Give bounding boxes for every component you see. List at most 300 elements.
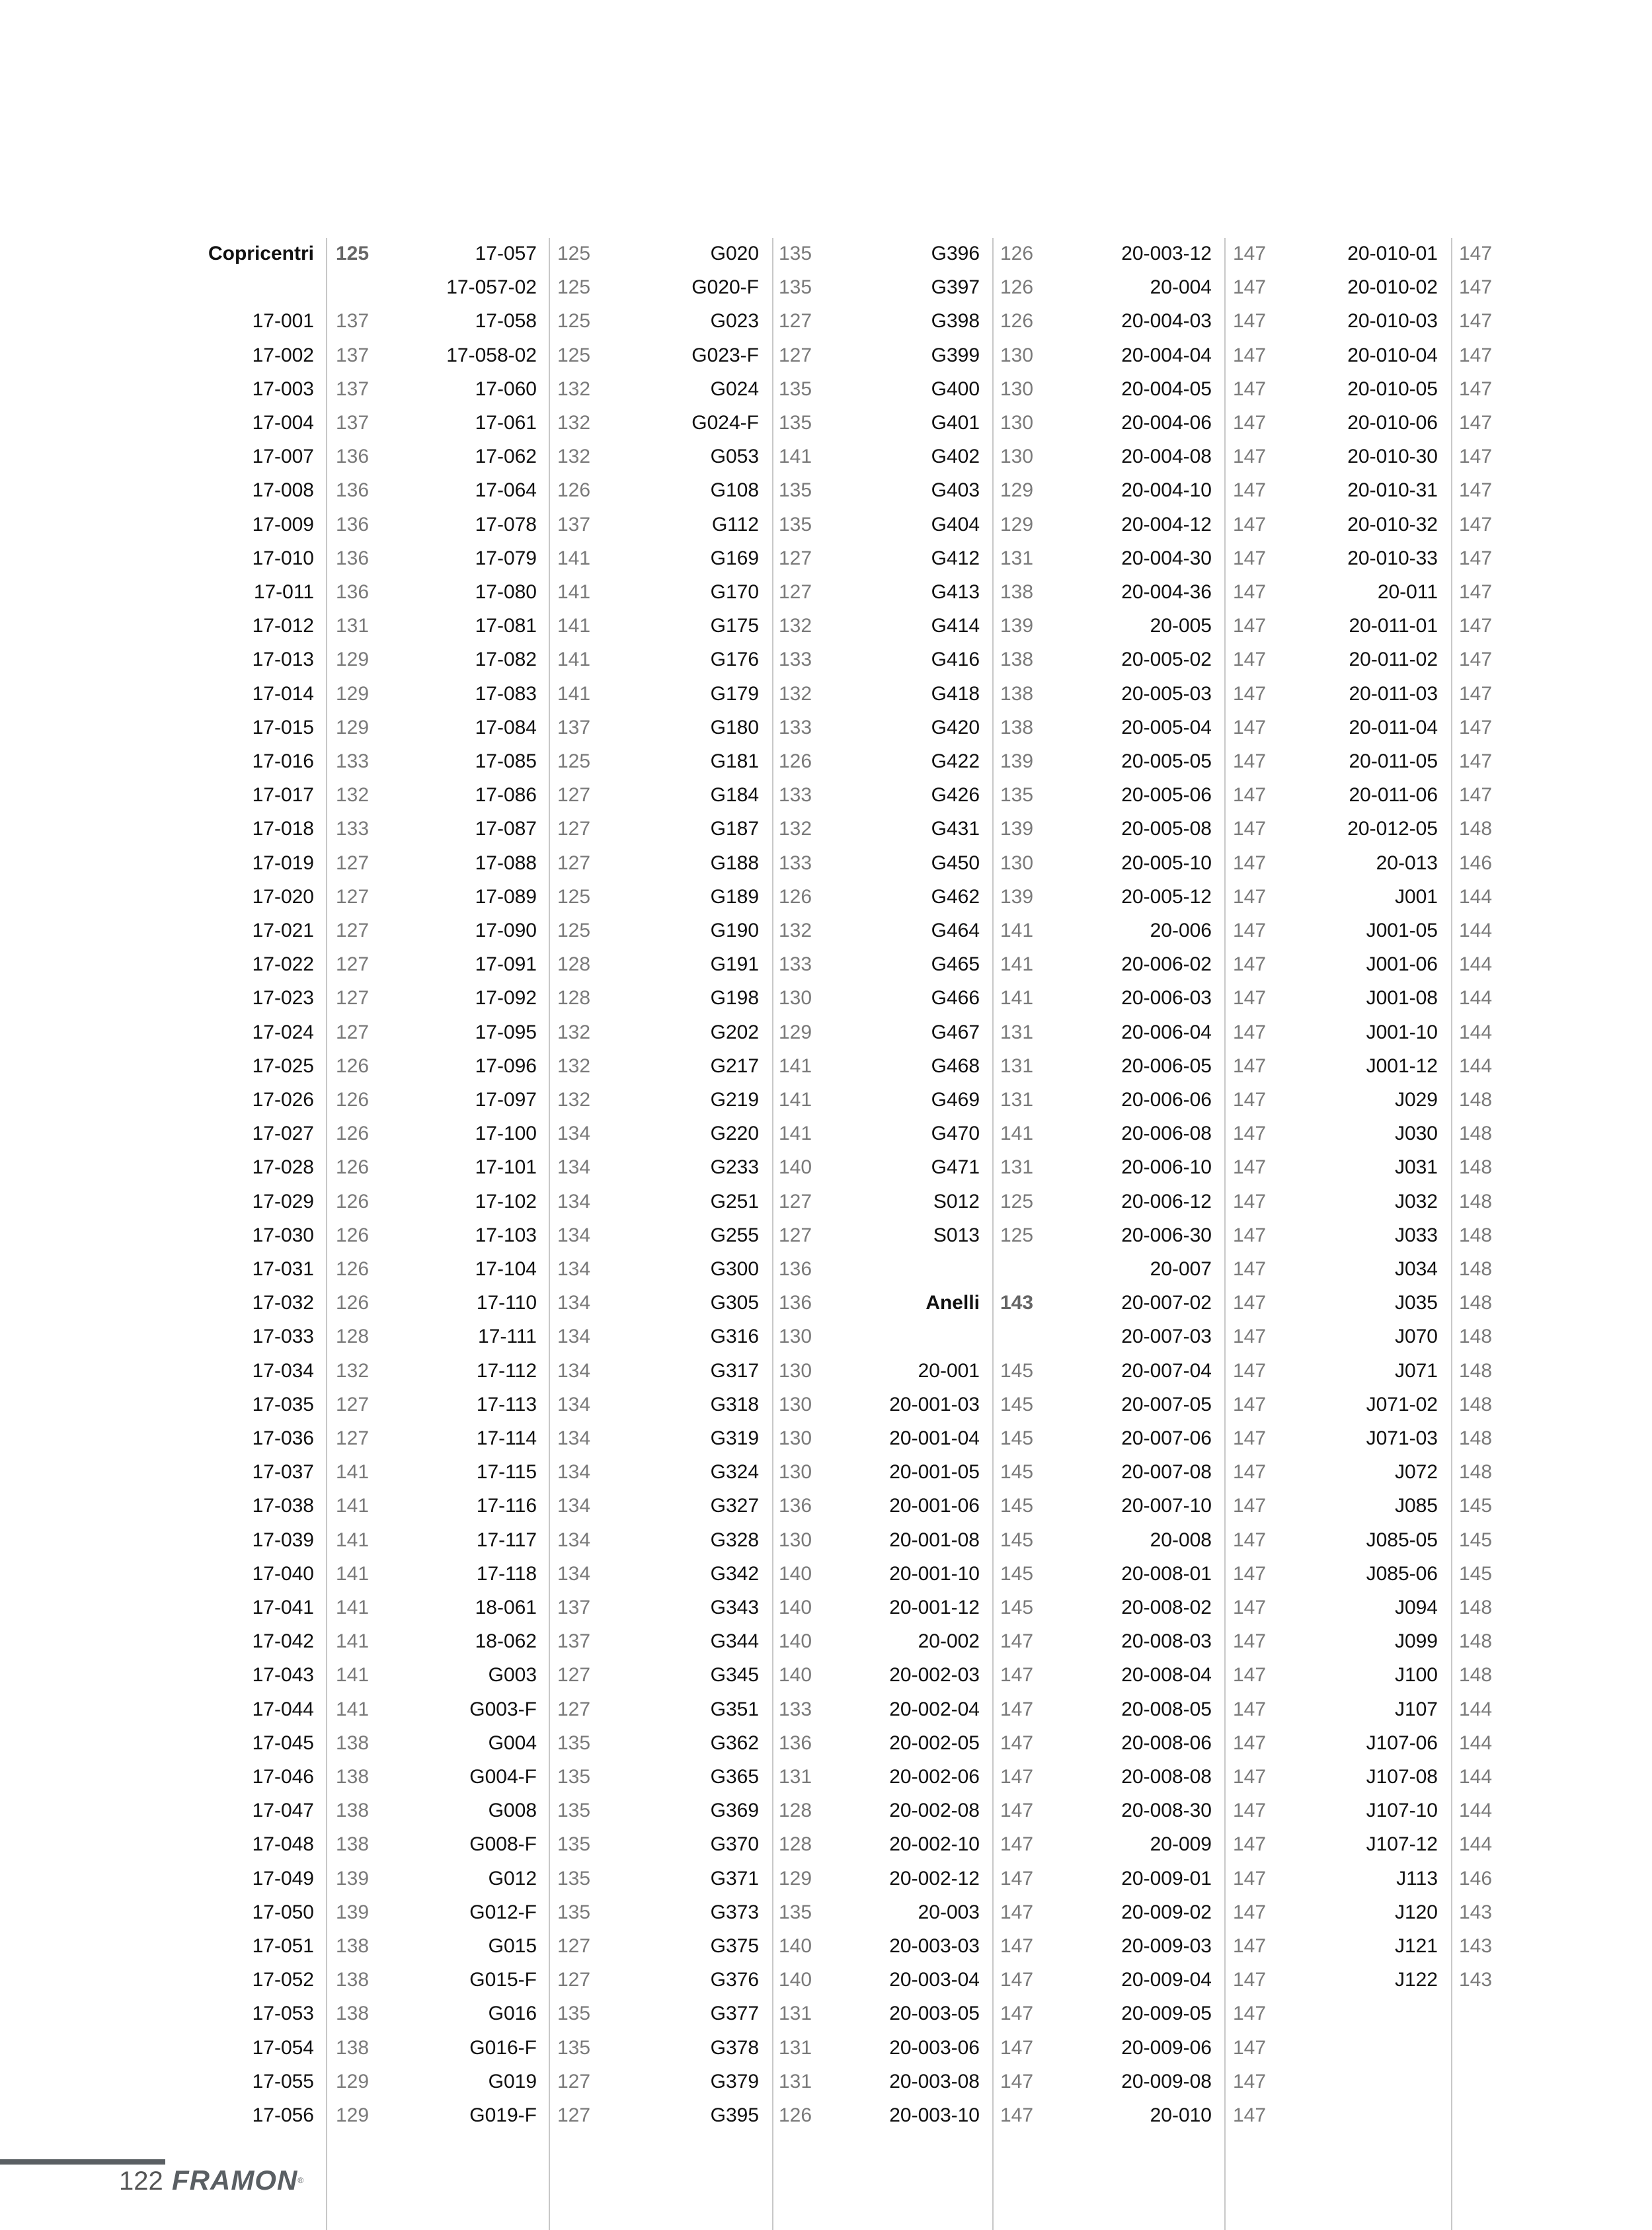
- product-code: 17-078: [475, 513, 537, 536]
- page-reference: 145: [1000, 1529, 1034, 1551]
- page-reference: 147: [1233, 1495, 1267, 1517]
- page-reference: 138: [1000, 682, 1034, 705]
- product-code: G112: [711, 513, 759, 536]
- product-code: 20-007: [1150, 1258, 1212, 1280]
- page-reference: 147: [1233, 784, 1267, 807]
- product-code: 17-020: [252, 885, 314, 908]
- product-code: 17-082: [475, 649, 537, 671]
- page-reference: 147: [1233, 1258, 1267, 1280]
- product-code: G351: [710, 1698, 759, 1720]
- product-code: 20-003-12: [1121, 243, 1212, 264]
- product-code: 20-001-08: [889, 1529, 980, 1551]
- product-code: 17-062: [475, 446, 537, 468]
- product-code: J035: [1394, 1292, 1438, 1314]
- page-reference: 130: [1000, 378, 1034, 400]
- page-reference: 132: [557, 446, 591, 468]
- page-reference: 147: [1233, 1935, 1267, 1957]
- product-code: 20-006-08: [1121, 1123, 1212, 1145]
- product-code: G431: [931, 818, 980, 840]
- page-reference: 127: [557, 852, 591, 874]
- page-reference: 133: [779, 649, 812, 671]
- product-code: G420: [931, 716, 980, 738]
- product-code: G373: [710, 1901, 759, 1923]
- product-code: 20-010-30: [1347, 446, 1438, 468]
- product-code: 20-006: [1150, 920, 1212, 941]
- page-reference: 147: [1459, 513, 1493, 536]
- page-reference: 141: [779, 1055, 812, 1077]
- section-page-number: 143: [1000, 1292, 1034, 1314]
- page-reference: 136: [336, 513, 370, 536]
- page-reference: 130: [779, 1427, 812, 1449]
- product-code: S012: [933, 1190, 980, 1213]
- page-reference: 148: [1459, 1326, 1493, 1348]
- page-reference: 134: [557, 1562, 591, 1585]
- page-reference: 141: [336, 1664, 370, 1687]
- product-code: 17-092: [475, 987, 537, 1010]
- product-code: G012-F: [469, 1901, 537, 1923]
- product-code: 17-009: [252, 513, 314, 536]
- product-code: 17-017: [252, 784, 314, 807]
- page-reference: 127: [557, 818, 591, 840]
- product-code: 20-010-32: [1347, 513, 1438, 536]
- page-reference: 134: [557, 1427, 591, 1449]
- product-code: G012: [488, 1867, 537, 1890]
- page-reference: 129: [1000, 479, 1034, 502]
- page-reference: 126: [779, 750, 812, 772]
- page-reference: 125: [1000, 1224, 1034, 1246]
- page-reference: 147: [1233, 378, 1267, 400]
- product-code: G401: [931, 412, 980, 434]
- page-reference: 144: [1459, 1055, 1493, 1077]
- product-code: G180: [710, 716, 759, 738]
- page-reference: 141: [1000, 987, 1034, 1010]
- page-reference: 127: [336, 1393, 370, 1415]
- product-code: G184: [710, 784, 759, 807]
- page-reference: 133: [779, 1698, 812, 1720]
- page-reference: 148: [1459, 1089, 1493, 1111]
- product-code: J122: [1394, 1969, 1438, 1991]
- product-code: G008: [488, 1800, 537, 1822]
- page-reference: 131: [779, 2003, 812, 2025]
- product-code: 17-089: [475, 885, 537, 908]
- page-reference: 147: [1459, 716, 1493, 738]
- product-code: 20-001-04: [889, 1427, 980, 1449]
- product-code: 17-036: [252, 1427, 314, 1449]
- page-reference: 147: [1233, 1427, 1267, 1449]
- page-reference: 137: [557, 1630, 591, 1653]
- page-reference: 127: [336, 1427, 370, 1449]
- product-code: 20-011-01: [1349, 615, 1438, 637]
- page-reference: 126: [336, 1258, 370, 1280]
- page-reference: 147: [1000, 1935, 1034, 1957]
- product-code: G414: [931, 615, 980, 637]
- page-reference: 126: [557, 479, 591, 502]
- page-reference: 141: [336, 1630, 370, 1653]
- page-reference: 127: [557, 1935, 591, 1957]
- product-code: 20-011-02: [1349, 649, 1438, 671]
- page-reference: 127: [557, 784, 591, 807]
- page-reference: 134: [557, 1529, 591, 1551]
- page-reference: 141: [1000, 920, 1034, 941]
- page-reference: 136: [779, 1292, 812, 1314]
- product-code: 20-010-31: [1347, 479, 1438, 502]
- product-code: G395: [710, 2104, 759, 2126]
- product-code: G020-F: [691, 276, 759, 299]
- product-code: G397: [931, 276, 980, 299]
- page-reference: 141: [557, 581, 591, 603]
- product-code: 17-061: [475, 412, 537, 434]
- product-code: 17-046: [252, 1766, 314, 1788]
- page-reference: 127: [336, 1021, 370, 1043]
- product-code: 17-019: [252, 852, 314, 874]
- page-reference: 130: [1000, 344, 1034, 366]
- product-code: 20-006-12: [1121, 1190, 1212, 1213]
- page-reference: 147: [1233, 479, 1267, 502]
- product-code: G219: [710, 1089, 759, 1111]
- page-reference: 144: [1459, 1833, 1493, 1856]
- product-code: 20-008-05: [1121, 1698, 1212, 1720]
- product-code: 17-095: [475, 1021, 537, 1043]
- page-reference: 147: [1459, 581, 1493, 603]
- product-code: J107-12: [1366, 1833, 1438, 1856]
- page-reference: 138: [336, 2036, 370, 2059]
- product-code: G190: [710, 920, 759, 941]
- product-code: G220: [710, 1123, 759, 1145]
- product-code: 17-104: [475, 1258, 537, 1280]
- product-code: G400: [931, 378, 980, 400]
- product-code: 20-009-05: [1121, 2003, 1212, 2025]
- page-reference: 148: [1459, 1190, 1493, 1213]
- page-reference: 129: [336, 716, 370, 738]
- product-code: J094: [1394, 1597, 1438, 1618]
- page-reference: 147: [1233, 2104, 1267, 2126]
- page-reference: 147: [1233, 1867, 1267, 1890]
- product-code: 20-008-30: [1121, 1800, 1212, 1822]
- page-reference: 137: [557, 513, 591, 536]
- page-reference: 148: [1459, 818, 1493, 840]
- product-code: G179: [710, 682, 759, 705]
- page-reference: 147: [1233, 615, 1267, 637]
- product-code: 17-080: [475, 581, 537, 603]
- page-reference: 127: [779, 310, 812, 333]
- page-reference: 143: [1459, 1935, 1493, 1957]
- product-code: 20-005-12: [1121, 885, 1212, 908]
- page-reference: 125: [557, 310, 591, 333]
- product-code: 20-004-30: [1121, 547, 1212, 569]
- page-reference: 147: [1233, 513, 1267, 536]
- product-code: 20-007-02: [1121, 1292, 1212, 1314]
- page-reference: 138: [336, 1732, 370, 1754]
- product-code: 20-002-12: [889, 1867, 980, 1890]
- product-code: 20-009: [1150, 1833, 1212, 1856]
- product-code: J029: [1394, 1089, 1438, 1111]
- page-reference: 136: [336, 581, 370, 603]
- page-reference: 148: [1459, 1597, 1493, 1618]
- page-reference: 140: [779, 1664, 812, 1687]
- product-code: G108: [710, 479, 759, 502]
- product-code: 17-053: [252, 2003, 314, 2025]
- page-reference: 137: [336, 344, 370, 366]
- product-code: 20-011-05: [1349, 750, 1438, 772]
- product-code: 17-015: [252, 716, 314, 738]
- product-code: G020: [710, 243, 759, 264]
- page-reference: 144: [1459, 953, 1493, 976]
- column-divider: [1224, 238, 1226, 2230]
- page-reference: 141: [1000, 953, 1034, 976]
- page-reference: 127: [779, 344, 812, 366]
- product-code: 17-018: [252, 818, 314, 840]
- page-reference: 128: [557, 987, 591, 1010]
- page-reference: 125: [557, 920, 591, 941]
- product-code: 20-010-02: [1347, 276, 1438, 299]
- page-reference: 147: [1233, 1224, 1267, 1246]
- page-reference: 147: [1233, 2036, 1267, 2059]
- column-divider: [772, 238, 773, 2230]
- product-code: G015: [488, 1935, 537, 1957]
- product-code: 20-004-10: [1121, 479, 1212, 502]
- page-reference: 145: [1000, 1393, 1034, 1415]
- product-code: G202: [710, 1021, 759, 1043]
- page-reference: 141: [557, 649, 591, 671]
- page-reference: 147: [1233, 682, 1267, 705]
- page-reference: 135: [557, 1901, 591, 1923]
- page-reference: 133: [779, 784, 812, 807]
- product-code: G191: [710, 953, 759, 976]
- product-code: 17-097: [475, 1089, 537, 1111]
- product-code: 20-010-05: [1347, 378, 1438, 400]
- product-code: 20-009-08: [1121, 2070, 1212, 2092]
- product-code: 17-028: [252, 1156, 314, 1179]
- product-code: G396: [931, 243, 980, 264]
- page-reference: 147: [1459, 649, 1493, 671]
- page-reference: 133: [779, 953, 812, 976]
- product-code: 20-006-30: [1121, 1224, 1212, 1246]
- page-reference: 147: [1233, 1698, 1267, 1720]
- product-code: 20-001-03: [889, 1393, 980, 1415]
- page-reference: 135: [779, 276, 812, 299]
- page-reference: 144: [1459, 987, 1493, 1010]
- product-code: G319: [710, 1427, 759, 1449]
- page-reference: 143: [1459, 1969, 1493, 1991]
- product-code: G412: [931, 547, 980, 569]
- product-code: G316: [710, 1326, 759, 1348]
- product-code: 17-002: [252, 344, 314, 366]
- product-code: 17-084: [475, 716, 537, 738]
- page-reference: 148: [1459, 1156, 1493, 1179]
- product-code: 20-005-03: [1121, 682, 1212, 705]
- product-code: G053: [710, 446, 759, 468]
- page-reference: 147: [1233, 1901, 1267, 1923]
- page-reference: 132: [779, 818, 812, 840]
- page-reference: 136: [779, 1258, 812, 1280]
- product-code: 20-005: [1150, 615, 1212, 637]
- product-code: 20-002-04: [889, 1698, 980, 1720]
- product-code: G369: [710, 1800, 759, 1822]
- product-code: J001-05: [1366, 920, 1438, 941]
- page-reference: 147: [1233, 1156, 1267, 1179]
- page-reference: 147: [1233, 2070, 1267, 2092]
- page-reference: 147: [1233, 412, 1267, 434]
- page-reference: 147: [1459, 547, 1493, 569]
- page-reference: 126: [779, 885, 812, 908]
- page-reference: 132: [779, 682, 812, 705]
- page-reference: 138: [1000, 581, 1034, 603]
- product-code: G004-F: [469, 1766, 537, 1788]
- page-reference: 133: [336, 818, 370, 840]
- page-reference: 147: [1233, 1089, 1267, 1111]
- product-code: 17-087: [475, 818, 537, 840]
- page-reference: 139: [1000, 885, 1034, 908]
- page-reference: 125: [1000, 1190, 1034, 1213]
- product-code: 20-003-08: [889, 2070, 980, 2092]
- product-code: G016-F: [469, 2036, 537, 2059]
- product-code: 20-008-08: [1121, 1766, 1212, 1788]
- product-code: 17-081: [475, 615, 537, 637]
- product-code: 20-003-03: [889, 1935, 980, 1957]
- product-code: 20-007-10: [1121, 1495, 1212, 1517]
- product-code: 17-029: [252, 1190, 314, 1213]
- page-reference: 139: [1000, 750, 1034, 772]
- page-reference: 135: [557, 1800, 591, 1822]
- product-code: 20-006-05: [1121, 1055, 1212, 1077]
- page-reference: 147: [1459, 682, 1493, 705]
- product-code: 20-001-06: [889, 1495, 980, 1517]
- page-reference: 134: [557, 1156, 591, 1179]
- page-reference: 129: [1000, 513, 1034, 536]
- product-code: 20-005-08: [1121, 818, 1212, 840]
- page-reference: 131: [336, 615, 370, 637]
- page-reference: 131: [779, 2070, 812, 2092]
- page-reference: 129: [779, 1867, 812, 1890]
- page-reference: 127: [557, 1664, 591, 1687]
- product-code: J030: [1394, 1123, 1438, 1145]
- product-code: 20-007-06: [1121, 1427, 1212, 1449]
- product-code: G464: [931, 920, 980, 941]
- page-reference: 137: [336, 412, 370, 434]
- page-reference: 139: [336, 1901, 370, 1923]
- product-code: 17-010: [252, 547, 314, 569]
- product-code: J099: [1394, 1630, 1438, 1653]
- product-code: 17-049: [252, 1867, 314, 1890]
- page-reference: 147: [1233, 1393, 1267, 1415]
- product-code: 17-013: [252, 649, 314, 671]
- page-reference: 147: [1000, 2104, 1034, 2126]
- product-code: 20-007-05: [1121, 1393, 1212, 1415]
- product-code: 20-009-04: [1121, 1969, 1212, 1991]
- product-code: 20-004-03: [1121, 310, 1212, 333]
- page-reference: 147: [1233, 852, 1267, 874]
- product-code: 17-117: [476, 1529, 537, 1551]
- product-code: G019: [488, 2070, 537, 2092]
- page-reference: 147: [1000, 2036, 1034, 2059]
- product-code: 20-006-03: [1121, 987, 1212, 1010]
- brand-mark: ®: [297, 2176, 305, 2185]
- product-code: 20-004: [1150, 276, 1212, 299]
- page-reference: 126: [336, 1089, 370, 1111]
- page-reference: 138: [1000, 649, 1034, 671]
- product-code: 17-035: [252, 1393, 314, 1415]
- page-reference: 126: [336, 1055, 370, 1077]
- product-code: J071: [1394, 1359, 1438, 1382]
- product-code: J085-06: [1366, 1562, 1438, 1585]
- product-code: 17-037: [252, 1461, 314, 1484]
- product-code: G023: [710, 310, 759, 333]
- page-reference: 147: [1233, 987, 1267, 1010]
- page-reference: 147: [1233, 243, 1267, 264]
- page-reference: 147: [1233, 446, 1267, 468]
- product-code: 17-050: [252, 1901, 314, 1923]
- product-code: G462: [931, 885, 980, 908]
- column-divider: [326, 238, 327, 2230]
- product-code: G404: [931, 513, 980, 536]
- page-reference: 141: [1000, 1123, 1034, 1145]
- page-reference: 145: [1000, 1562, 1034, 1585]
- page-reference: 131: [1000, 1055, 1034, 1077]
- page-reference: 127: [779, 581, 812, 603]
- product-code: G233: [710, 1156, 759, 1179]
- page-reference: 148: [1459, 1630, 1493, 1653]
- page-reference: 145: [1000, 1427, 1034, 1449]
- page-reference: 147: [1233, 750, 1267, 772]
- page-reference: 135: [557, 1867, 591, 1890]
- page-reference: 132: [557, 412, 591, 434]
- product-code: 17-114: [476, 1427, 537, 1449]
- page-reference: 135: [557, 2036, 591, 2059]
- page-reference: 147: [1233, 1664, 1267, 1687]
- product-code: 17-008: [252, 479, 314, 502]
- page-reference: 133: [779, 716, 812, 738]
- product-code: 20-004-12: [1121, 513, 1212, 536]
- product-code: 17-031: [252, 1258, 314, 1280]
- product-code: 20-010: [1150, 2104, 1212, 2126]
- page-reference: 148: [1459, 1224, 1493, 1246]
- product-code: 20-008-04: [1121, 1664, 1212, 1687]
- product-code: J001-06: [1366, 953, 1438, 976]
- product-code: G375: [710, 1935, 759, 1957]
- page-reference: 135: [557, 2003, 591, 2025]
- page-reference: 125: [557, 243, 591, 264]
- product-code: G365: [710, 1766, 759, 1788]
- product-code: G328: [710, 1529, 759, 1551]
- product-code: 17-044: [252, 1698, 314, 1720]
- page-reference: 130: [779, 1326, 812, 1348]
- page-reference: 141: [336, 1461, 370, 1484]
- product-code: G422: [931, 750, 980, 772]
- page-reference: 147: [1233, 1562, 1267, 1585]
- product-code: 20-007-03: [1121, 1326, 1212, 1348]
- page-reference: 135: [779, 412, 812, 434]
- product-code: 20-002-10: [889, 1833, 980, 1856]
- page-reference: 148: [1459, 1461, 1493, 1484]
- product-code: G181: [710, 750, 759, 772]
- page-reference: 147: [1459, 412, 1493, 434]
- product-code: G255: [710, 1224, 759, 1246]
- product-code: J085-05: [1366, 1529, 1438, 1551]
- page-reference: 137: [557, 716, 591, 738]
- page-reference: 137: [336, 378, 370, 400]
- product-code: 20-005-02: [1121, 649, 1212, 671]
- product-code: 17-118: [476, 1562, 537, 1585]
- page-reference: 131: [1000, 547, 1034, 569]
- page-reference: 134: [557, 1326, 591, 1348]
- product-code: 17-052: [252, 1969, 314, 1991]
- page-reference: 131: [779, 2036, 812, 2059]
- product-code: 17-110: [476, 1292, 537, 1314]
- product-code: 17-042: [252, 1630, 314, 1653]
- page-number: 122: [119, 2167, 163, 2196]
- product-code: 17-057-02: [446, 276, 537, 299]
- page-reference: 130: [1000, 852, 1034, 874]
